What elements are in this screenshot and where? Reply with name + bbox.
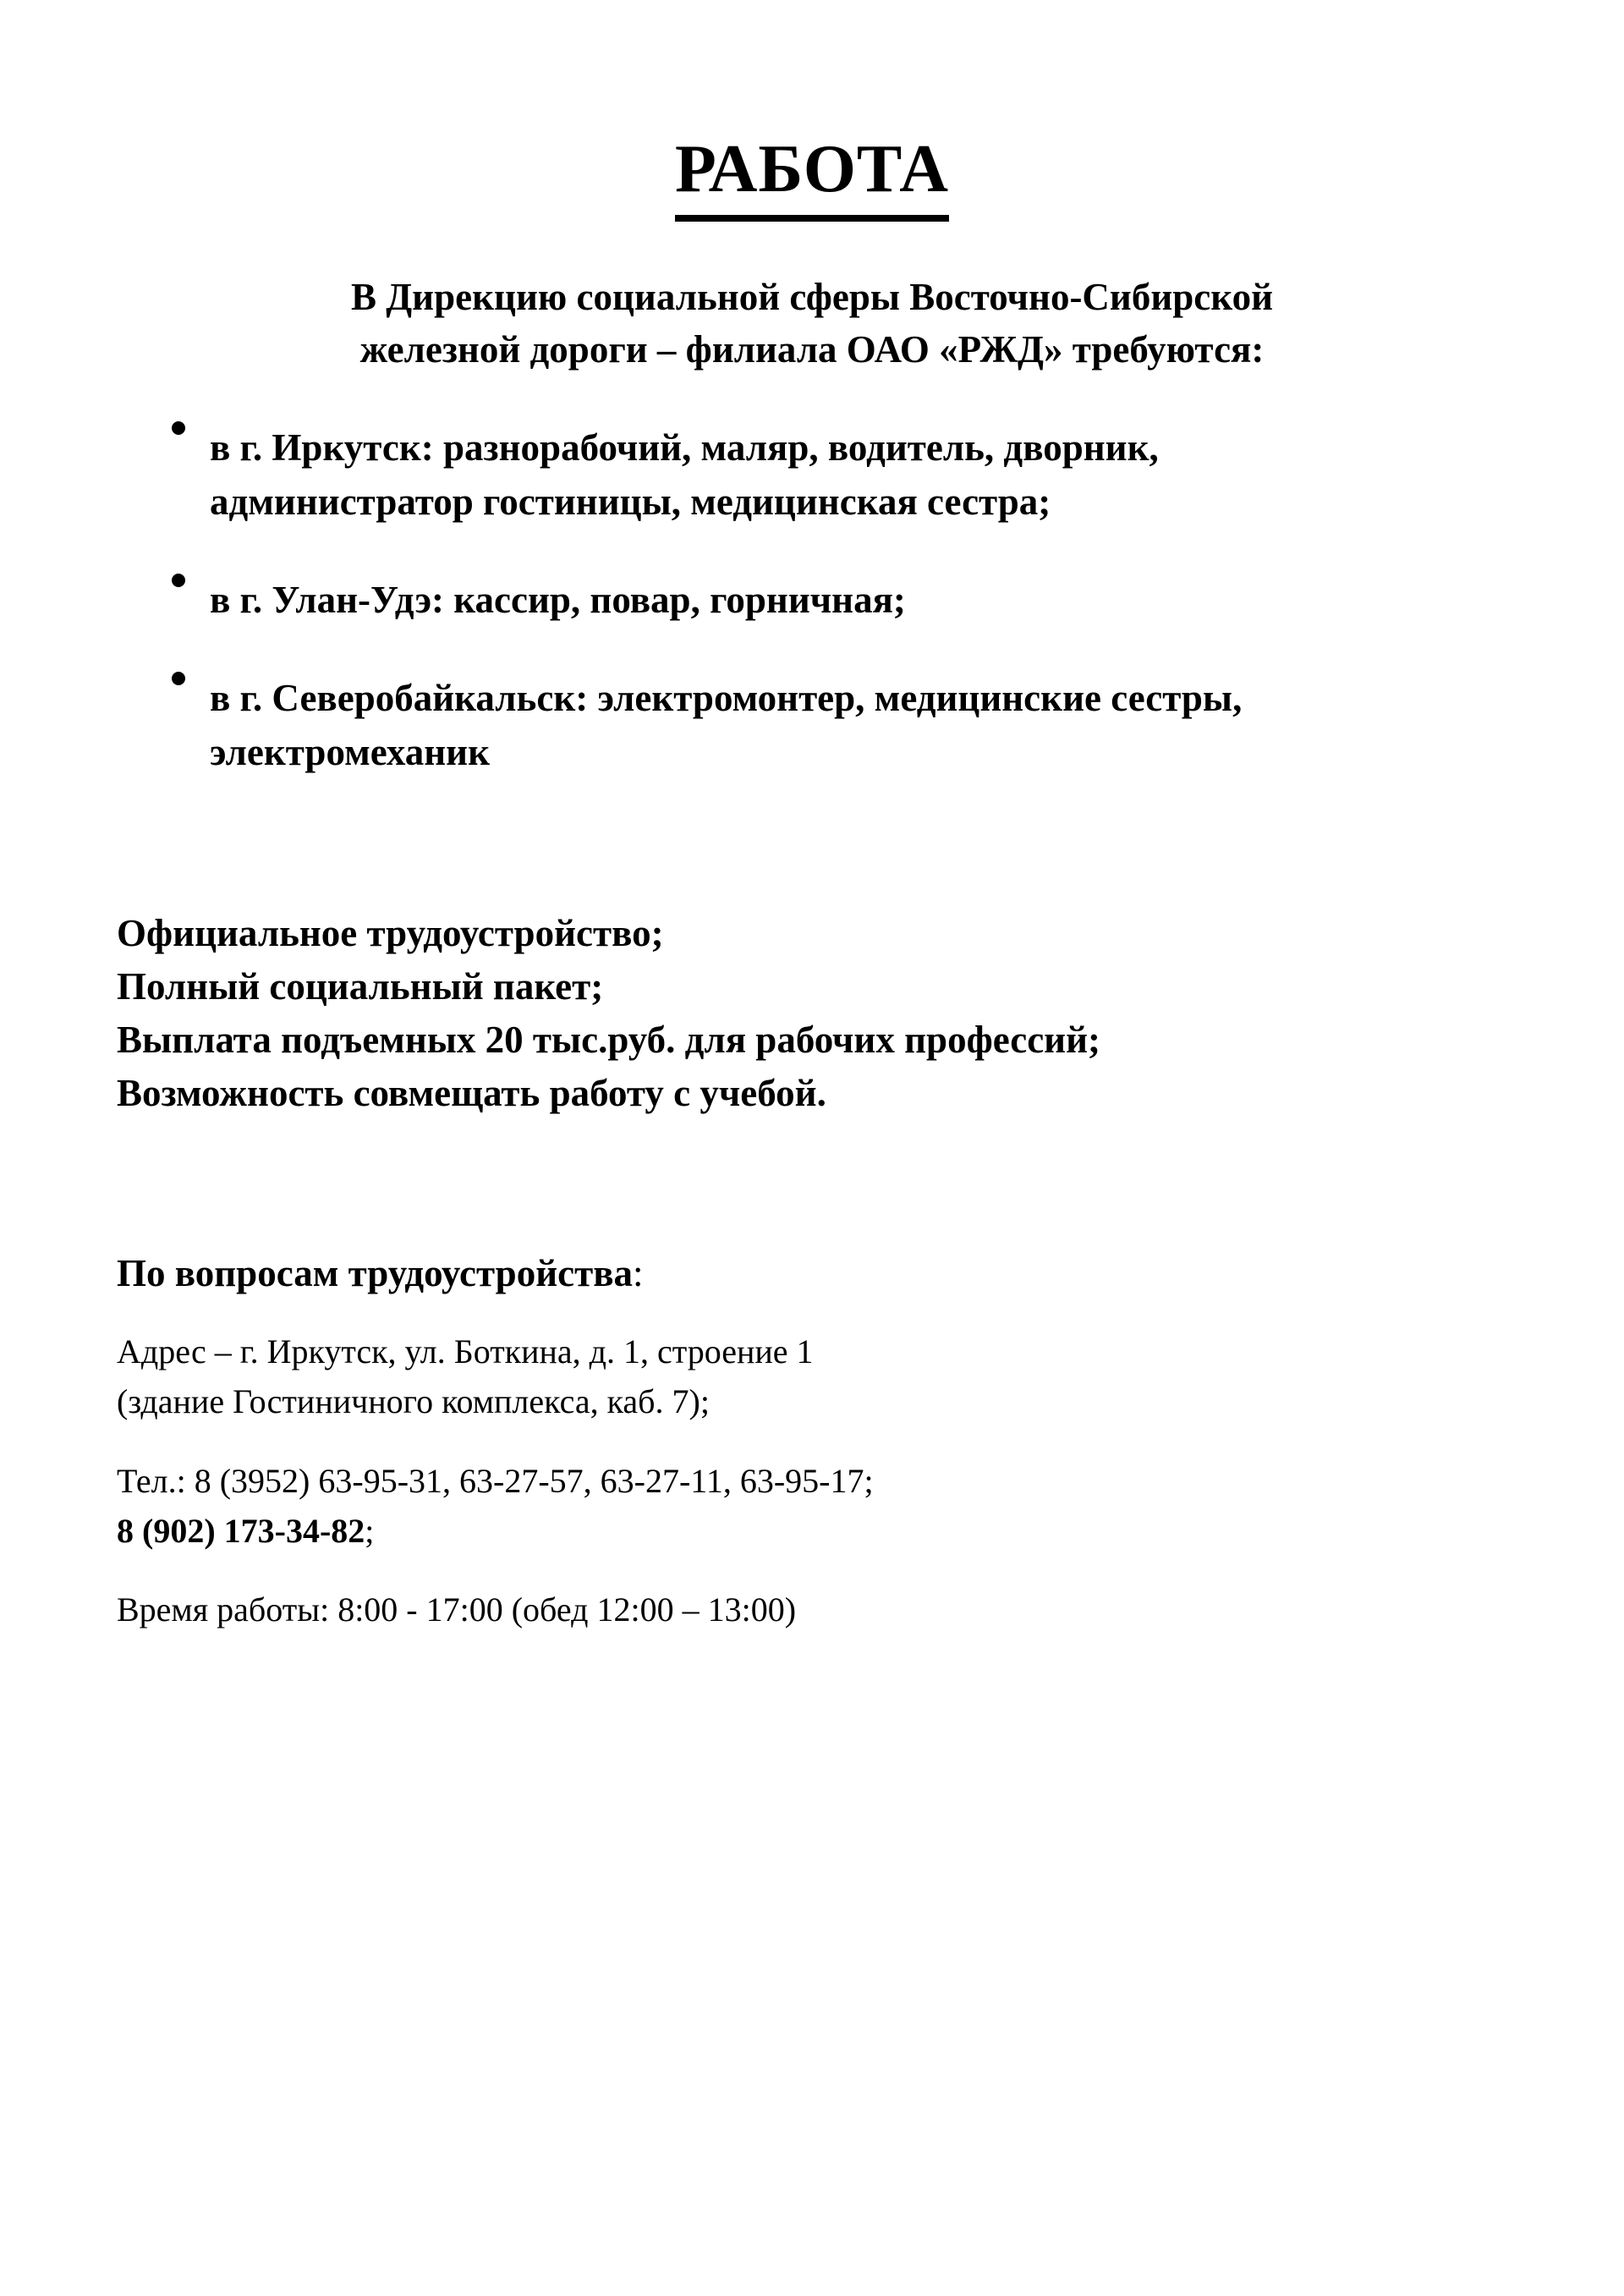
title-block [0,0,1624,222]
phone-mobile-line[interactable] [117,1506,1624,1556]
vacancy-list [0,421,1462,779]
address-line-building: (здание Гостиничного комплекса, каб. 7); [117,1382,710,1421]
benefit-line-employment: Официальное трудоустройство; [117,911,664,954]
list-item [210,421,1411,530]
contact-heading [117,1249,1624,1299]
phone-mobile-separator: ; [365,1511,375,1550]
benefit-line-study-combination: Возможность совмещать работу с учебой. [117,1071,826,1114]
benefit-line-relocation-payment: Выплата подъемных 20 тыс.руб. для рабочих профессий; [117,1018,1101,1061]
bullet-disc-icon [172,574,185,587]
bullet-disc-icon [172,421,185,435]
working-hours-line: Время работы: 8:00 - 17:00 (обед 12:00 – 13:00) [117,1590,797,1629]
benefits-block [0,907,1624,1120]
vacancy-text: в г. Иркутск: разнорабочий, маляр, водитель, дворник, администратор гостиницы, медицинская сестра; [210,426,1159,524]
intro-line-2: железной дороги – филиала ОАО «РЖД» требуются: [359,328,1265,371]
address-line-street: Адрес – г. Иркутск, ул. Боткина, д. 1, строение 1 [117,1332,814,1371]
list-item [210,574,1411,628]
contact-heading-text: По вопросам трудоустройства [117,1251,634,1294]
bullet-disc-icon [172,672,185,685]
address-group [117,1327,1624,1426]
intro-line-1: В Дирекцию социальной сферы Восточно-Сибирской [350,276,1274,318]
list-item [210,672,1411,780]
phone-landline-line[interactable]: Тел.: 8 (3952) 63-95-31, 63-27-57, 63-27-11, 63-95-17; [117,1461,874,1500]
hours-group [117,1585,1624,1634]
intro-paragraph [178,271,1446,376]
contact-block [0,1249,1624,1634]
phone-mobile-number[interactable]: 8 (902) 173-34-82 [117,1511,365,1550]
vacancy-text: в г. Улан-Удэ: кассир, повар, горничная; [210,578,906,621]
benefit-line-social-package: Полный социальный пакет; [117,964,604,1008]
vacancy-text: в г. Северобайкальск: электромонтер, медицинские сестры, электромеханик [210,676,1243,773]
phone-group [117,1456,1624,1556]
page-title: РАБОТА [675,135,949,222]
contact-heading-colon: : [633,1251,644,1294]
